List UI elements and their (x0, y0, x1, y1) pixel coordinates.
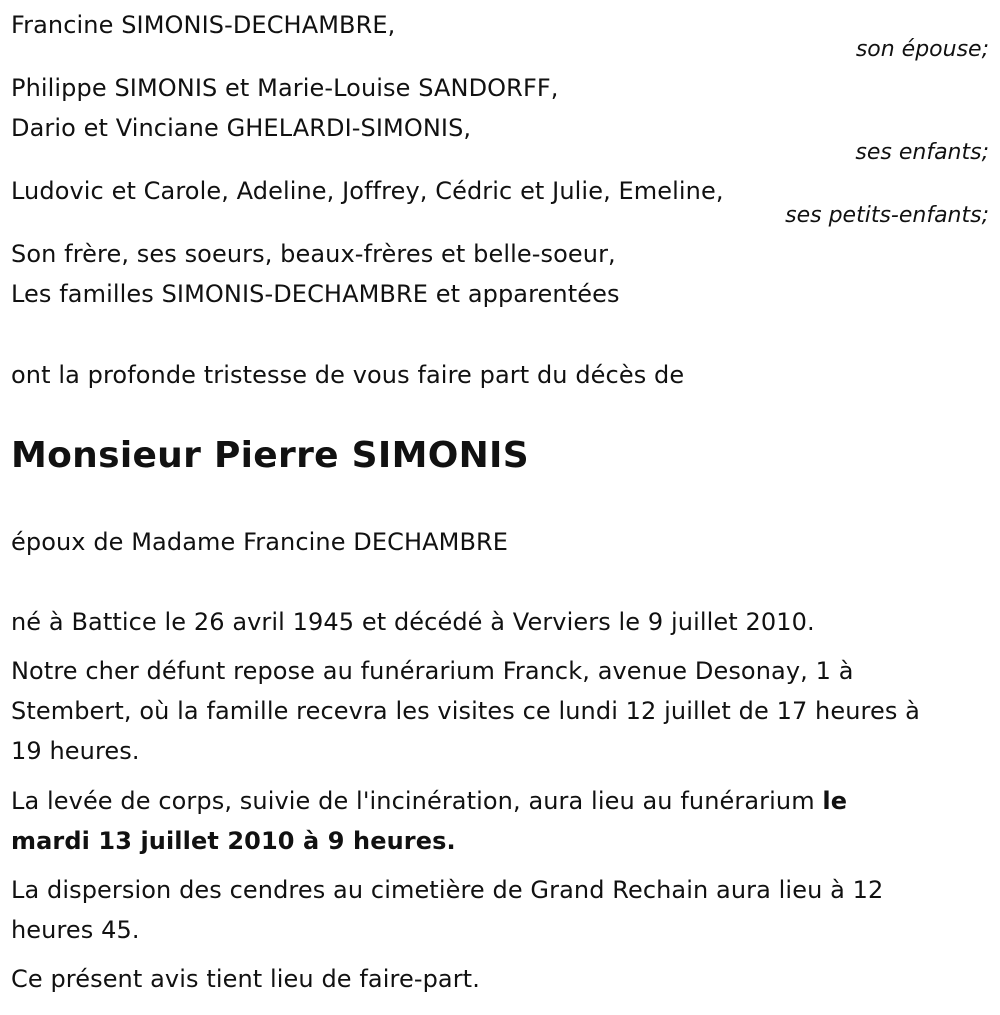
repose-line-1: Notre cher défunt repose au funérarium Franck, avenue Desonay, 1 à (11, 657, 854, 685)
repose-line-2: Stembert, où la famille recevra les visites ce lundi 12 juillet de 17 heures à (11, 697, 920, 725)
deceased-name: Monsieur Pierre SIMONIS (11, 435, 529, 476)
children-line-1: Philippe SIMONIS et Marie-Louise SANDORFF, (11, 74, 559, 102)
grandchildren-role: ses petits-enfants; (785, 203, 989, 228)
closing-line: Ce présent avis tient lieu de faire-part. (11, 965, 480, 993)
levee-line-2: mardi 13 juillet 2010 à 9 heures. (11, 827, 456, 855)
levee-date-start: le (822, 787, 848, 815)
announcement-line: ont la profonde tristesse de vous faire part du décès de (11, 361, 685, 389)
birth-death-dates: né à Battice le 26 avril 1945 et décédé à Verviers le 9 juillet 2010. (11, 608, 815, 636)
levee-line-1 (11, 787, 847, 815)
repose-line-3: 19 heures. (11, 737, 140, 765)
dispersion-line-1: La dispersion des cendres au cimetière de Grand Rechain aura lieu à 12 (11, 876, 884, 904)
spouse-line: Francine SIMONIS-DECHAMBRE, (11, 11, 396, 39)
siblings-line: Son frère, ses soeurs, beaux-frères et belle-soeur, (11, 240, 616, 268)
children-line-2: Dario et Vinciane GHELARDI-SIMONIS, (11, 114, 472, 142)
children-role: ses enfants; (855, 140, 989, 165)
spouse-role: son épouse; (855, 37, 989, 62)
levee-text: La levée de corps, suivie de l'incinération, aura lieu au funérarium (11, 787, 823, 815)
grandchildren-line: Ludovic et Carole, Adeline, Joffrey, Cédric et Julie, Emeline, (11, 177, 724, 205)
dispersion-line-2: heures 45. (11, 916, 140, 944)
families-line: Les familles SIMONIS-DECHAMBRE et apparentées (11, 280, 620, 308)
deceased-spouse-line: époux de Madame Francine DECHAMBRE (11, 528, 509, 556)
